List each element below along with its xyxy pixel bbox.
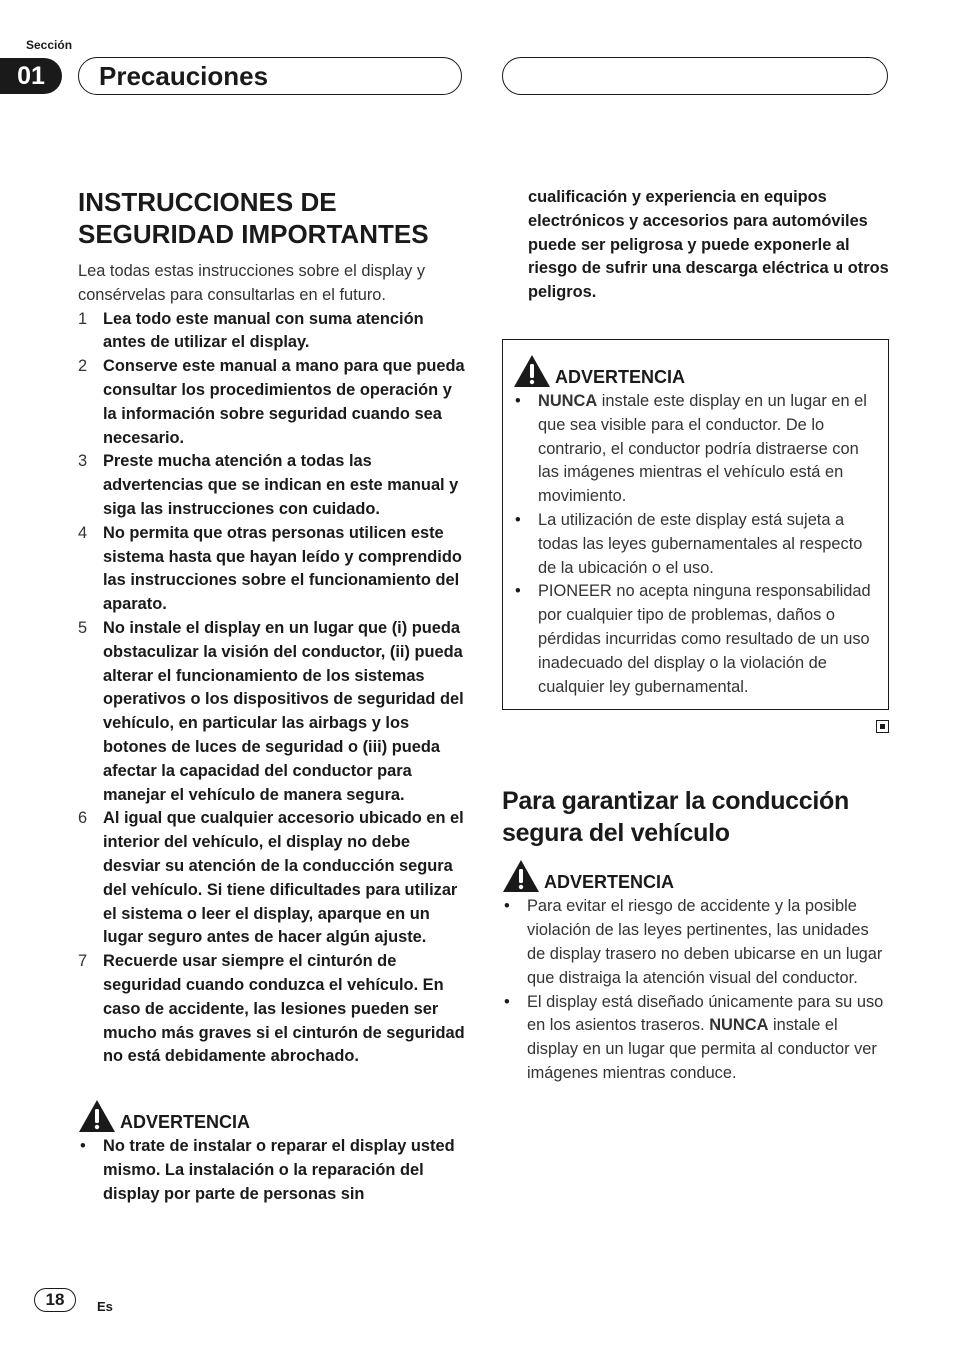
list-item: 3 Preste mucha atención a todas las advertencias que se indican en este manual y siga las instrucciones con cuidado. [78, 452, 459, 518]
warning-list [502, 895, 890, 1085]
warning-triangle-icon [502, 859, 540, 893]
page-number: 18 [34, 1288, 76, 1312]
warning-box-list [513, 390, 878, 699]
warning-heading: ADVERTENCIA [502, 859, 890, 893]
language-code: Es [97, 1299, 113, 1314]
list-item: • No trate de instalar o reparar el display usted mismo. La instalación o la reparación del display por parte de personas sin [80, 1137, 455, 1203]
warning-box [502, 339, 889, 710]
list-item: 2 Conserve este manual a mano para que pueda consultar los procedimientos de operación y la información sobre seguridad cuando sea necesario. [78, 357, 465, 447]
warning-heading: ADVERTENCIA [78, 1099, 466, 1133]
intro-paragraph: Lea todas estas instrucciones sobre el display y consérvelas para consultarlas en el futuro. [78, 262, 426, 304]
warning-triangle-icon [78, 1099, 116, 1133]
continuation-paragraph: cualificación y experiencia en equipos electrónicos y accesorios para automóviles puede ser peligrosa y puede exponerle al riesgo de sufrir una descarga eléctrica u otros peligros. [528, 188, 889, 302]
list-item: 1 Lea todo este manual con suma atención antes de utilizar el display. [78, 309, 424, 352]
right-column [502, 186, 890, 1086]
list-item: 7 Recuerde usar siempre el cinturón de seguridad cuando conduzca el vehículo. En caso de accidente, las lesiones pueden ser mucho más graves si el cinturón de seguridad no está debidamente abrochado. [78, 952, 465, 1066]
section-title-text: Precauciones [99, 60, 269, 91]
warning-heading: ADVERTENCIA [513, 354, 878, 388]
instructions-list [78, 308, 466, 1070]
main-heading: INSTRUCCIONES DE SEGURIDAD IMPORTANTES [78, 187, 429, 249]
list-item: 5 No instale el display en un lugar que (i) pueda obstaculizar la visión del conductor, (ii) pueda alterar el funcionamiento de los sistemas operativos o los dispositivos de seguridad del vehículo, en particular las airbags y los botones de luces de seguridad o (iii) pueda afectar la capacidad del conductor para manejar el vehículo de manera segura. [78, 618, 464, 804]
section-title [78, 57, 462, 95]
section-heading: Para garantizar la conducción segura del vehículo [502, 787, 849, 848]
list-item: 6 Al igual que cualquier accesorio ubicado en el interior del vehículo, el display no debe desviar su atención de la conducción segura del vehículo. Si tiene dificultades para utilizar el sistema o leer el display, aparque en un lugar seguro antes de hacer algún ajuste. [78, 809, 464, 947]
list-item: • El display está diseñado únicamente para su uso en los asientos traseros. NUNCA instale el display en un lugar que permita al conductor ver imágenes mientras conduce. [504, 992, 884, 1082]
section-number-badge: 01 [0, 58, 62, 94]
warning-list [78, 1135, 466, 1206]
left-column [78, 186, 466, 1206]
list-item: • Para evitar el riesgo de accidente y la posible violación de las leyes pertinentes, las unidades de display trasero no deben ubicarse en un lugar que distraiga la atención visual del conductor. [504, 897, 883, 987]
end-mark-icon [876, 720, 889, 733]
list-item: • La utilización de este display está sujeta a todas las leyes gubernamentales al respecto de la ubicación o el uso. [515, 510, 863, 577]
list-item: • PIONEER no acepta ninguna responsabilidad por cualquier tipo de problemas, daños o pérdidas incurridas como resultado de un uso inadecuado del display o la violación de cualquier ley gubernamental. [515, 582, 871, 696]
list-item: • NUNCA instale este display en un lugar en el que sea visible para el conductor. De lo contrario, el conductor podría distraerse con las imágenes mientras el vehículo está en movimiento. [515, 391, 867, 506]
section-label: Sección [26, 38, 73, 52]
warning-triangle-icon [513, 354, 551, 388]
list-item: 4 No permita que otras personas utilicen este sistema hasta que hayan leído y comprendido las instrucciones sobre el funcionamiento del aparato. [78, 523, 462, 614]
header-empty-pill [502, 57, 888, 95]
